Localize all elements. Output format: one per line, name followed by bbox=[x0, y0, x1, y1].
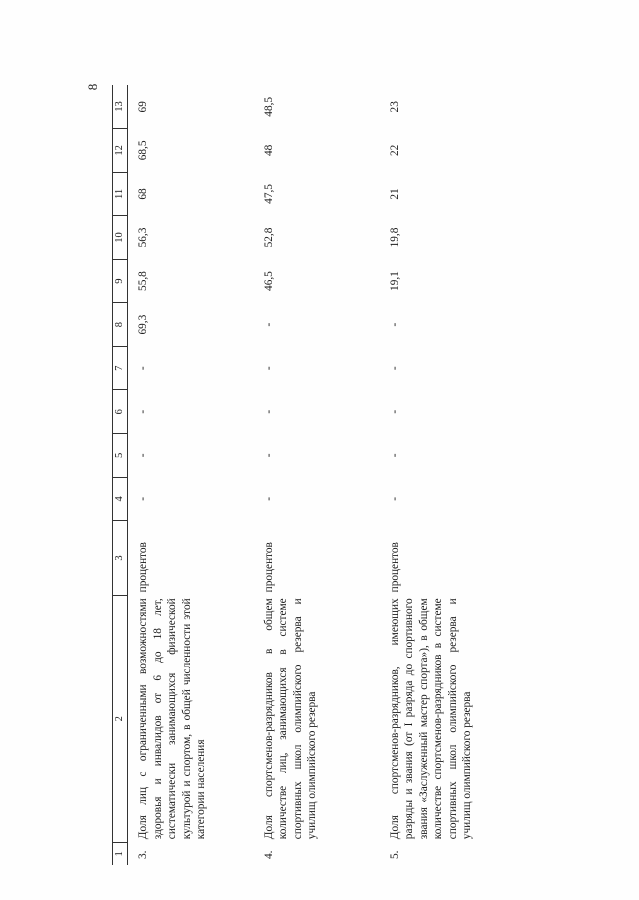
unit-cell: процентов bbox=[262, 542, 275, 593]
value-cell: - bbox=[262, 497, 275, 501]
value-cell: 68,5 bbox=[137, 140, 149, 161]
header-cell-3: 3 bbox=[113, 521, 128, 596]
value-cell: 48 bbox=[262, 144, 275, 157]
table-row bbox=[254, 85, 380, 865]
value-cell: 69 bbox=[137, 101, 149, 113]
value-cell: 19,8 bbox=[388, 227, 401, 248]
value-cell: - bbox=[388, 366, 401, 371]
rotated-table-container bbox=[112, 85, 514, 865]
value-cell: - bbox=[137, 453, 149, 458]
indicator-name: Доля спортсменов-разрядников, имеющих разряды и звания (от I разряда до спортивного звания «Заслуженный мастер спорта»), в общем количестве спортсменов-разрядников в системе спортивных школ олимпийского резерва и училищ олимпийского резерва bbox=[388, 598, 473, 840]
row-number: 3. bbox=[137, 850, 149, 859]
value-cell: 52,8 bbox=[262, 227, 275, 248]
value-cell: - bbox=[388, 497, 401, 501]
value-cell: - bbox=[262, 322, 275, 327]
header-cell-6: 6 bbox=[113, 390, 128, 434]
value-cell: - bbox=[262, 366, 275, 371]
value-cell: - bbox=[262, 453, 275, 458]
value-cell: 21 bbox=[388, 188, 401, 200]
row-number: 5. bbox=[388, 850, 401, 859]
header-cell-11: 11 bbox=[113, 172, 128, 216]
value-cell: 55,8 bbox=[137, 271, 149, 291]
value-cell: 22 bbox=[388, 144, 401, 157]
indicator-name: Доля спортсменов-разрядников в общем количестве лиц, занимающихся в системе спортивных школ олимпийского резерва и училищ олимпийского резерва bbox=[262, 598, 318, 840]
header-cell-1: 1 bbox=[113, 842, 128, 865]
unit-cell: процентов bbox=[388, 542, 401, 593]
value-cell: 23 bbox=[388, 101, 401, 113]
header-cell-5: 5 bbox=[113, 434, 128, 478]
header-cell-2: 2 bbox=[113, 595, 128, 842]
value-cell: - bbox=[388, 453, 401, 458]
indicators-table bbox=[112, 85, 516, 865]
value-cell: - bbox=[137, 366, 149, 371]
value-cell: 68 bbox=[137, 188, 149, 200]
indicator-name: Доля лиц с ограниченными возможностями здоровья и инвалидов от 6 до 18 лет, систематически занимающихся физической культурой и спортом, в общей численности этой категории населения bbox=[137, 598, 207, 840]
header-cell-7: 7 bbox=[113, 346, 128, 390]
value-cell: - bbox=[388, 409, 401, 414]
value-cell: - bbox=[137, 409, 149, 414]
value-cell: 19,1 bbox=[388, 271, 401, 291]
value-cell: 69,3 bbox=[137, 314, 149, 335]
header-cell-8: 8 bbox=[113, 303, 128, 347]
page-number: 8 bbox=[85, 83, 100, 91]
value-cell: 56,3 bbox=[137, 227, 149, 248]
unit-cell: процентов bbox=[137, 542, 149, 593]
header-cell-4: 4 bbox=[113, 477, 128, 521]
header-cell-12: 12 bbox=[113, 129, 128, 173]
header-cell-9: 9 bbox=[113, 259, 128, 303]
value-cell: 47,5 bbox=[262, 184, 275, 204]
header-cell-10: 10 bbox=[113, 216, 128, 260]
row-number: 4. bbox=[262, 850, 275, 859]
value-cell: 48,5 bbox=[262, 96, 275, 117]
value-cell: - bbox=[388, 322, 401, 327]
table-row bbox=[128, 85, 254, 865]
value-cell: - bbox=[262, 409, 275, 414]
value-cell: 46,5 bbox=[262, 271, 275, 291]
header-cell-13: 13 bbox=[113, 85, 128, 129]
table-row bbox=[380, 85, 516, 865]
value-cell: - bbox=[137, 497, 149, 501]
column-number-header-row bbox=[113, 85, 128, 865]
